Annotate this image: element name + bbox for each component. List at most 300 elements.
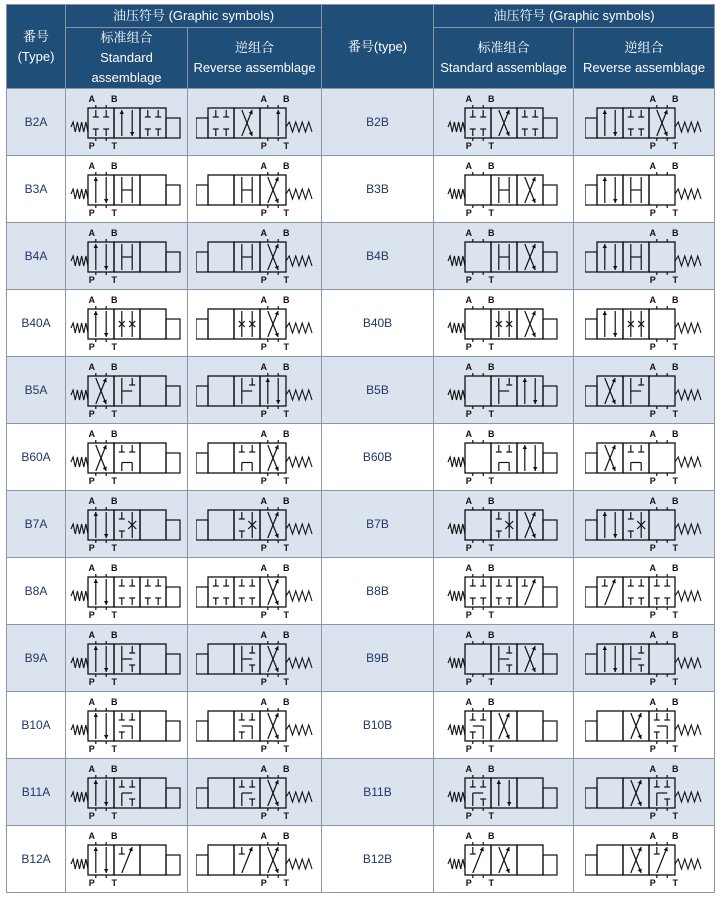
port-p-label: P: [88, 543, 95, 553]
valve-symbol: [445, 829, 563, 889]
spring-icon: [448, 189, 465, 199]
arrow-head: [93, 311, 97, 315]
arrow-head: [104, 199, 108, 203]
valve-symbol: [445, 226, 563, 286]
arrow-head: [613, 266, 617, 270]
standard-symbol-right: [434, 424, 574, 491]
solenoid-icon: [196, 788, 208, 808]
standard-symbol-right: [434, 89, 574, 156]
valve-symbol: [196, 561, 314, 621]
port-a-label: A: [260, 161, 267, 171]
port-t-label: T: [672, 878, 678, 888]
symbol-row: [7, 290, 715, 357]
spring-icon: [71, 591, 88, 601]
arrow-head: [104, 668, 108, 672]
port-a-label: A: [260, 764, 267, 774]
port-t-label: T: [672, 610, 678, 620]
solenoid-icon: [543, 587, 557, 607]
valve-square: [517, 845, 543, 875]
valve-square: [208, 242, 234, 272]
valve-body: [196, 574, 312, 610]
spring-icon: [71, 323, 88, 333]
solenoid-icon: [196, 453, 208, 473]
reverse-assemblage-header-left: 逆组合 Reverse assemblage: [188, 28, 322, 89]
port-p-label: P: [649, 744, 656, 754]
port-t-label: T: [672, 744, 678, 754]
arrow-head: [613, 534, 617, 538]
valve-square: [140, 242, 166, 272]
port-b-label: B: [282, 362, 289, 372]
valve-body: [448, 373, 557, 409]
valve-square: [88, 778, 114, 808]
valve-body: [585, 842, 701, 878]
solenoid-icon: [585, 520, 597, 540]
reverse-symbol-right: [574, 290, 715, 357]
spring-icon: [448, 457, 465, 467]
port-t-label: T: [282, 543, 289, 553]
arrow-head: [533, 467, 537, 471]
valve-square: [623, 108, 649, 138]
reverse-symbol-right: [574, 89, 715, 156]
port-t-label: T: [487, 543, 494, 553]
graphic-symbols-header-left: 油压符号 (Graphic symbols): [66, 5, 322, 28]
valve-symbol: [196, 695, 314, 755]
flow-line: [509, 525, 513, 529]
solenoid-icon: [166, 319, 180, 339]
solenoid-icon: [196, 386, 208, 406]
port-a-label: A: [465, 496, 472, 506]
port-b-label: B: [671, 362, 679, 372]
port-p-label: P: [649, 811, 656, 821]
port-a-label: A: [649, 429, 657, 439]
port-t-label: T: [282, 208, 289, 218]
valve-symbol: [585, 829, 703, 889]
port-b-label: B: [487, 697, 494, 707]
symbol-row: [7, 357, 715, 424]
port-t-label: T: [487, 141, 494, 151]
port-a-label: A: [260, 228, 267, 238]
spring-icon: [286, 122, 312, 132]
port-t-label: T: [110, 409, 117, 419]
solenoid-icon: [196, 855, 208, 875]
symbol-row: [7, 625, 715, 692]
valve-body: [585, 507, 701, 543]
valve-square: [597, 845, 623, 875]
solenoid-icon: [166, 520, 180, 540]
spring-icon: [675, 323, 701, 333]
port-a-label: A: [88, 831, 95, 841]
reverse-symbol-right: [574, 759, 715, 826]
port-b-label: B: [671, 764, 679, 774]
valve-symbol: [585, 159, 703, 219]
standard-symbol-left: [66, 826, 188, 893]
reverse-symbol-left: [188, 558, 322, 625]
port-a-label: A: [465, 362, 472, 372]
reverse-assemblage-header-right: 逆组合 Reverse assemblage: [574, 28, 715, 89]
valve-body: [196, 507, 312, 543]
spring-icon: [71, 792, 88, 802]
flow-line: [128, 525, 132, 529]
flow-line: [121, 847, 131, 873]
port-b-label: B: [110, 563, 117, 573]
solenoid-icon: [543, 855, 557, 875]
valve-square: [491, 309, 517, 339]
standard-symbol-right: [434, 491, 574, 558]
valve-square: [597, 711, 623, 741]
valve-symbol: [196, 628, 314, 688]
port-a-label: A: [649, 362, 657, 372]
port-b-label: B: [671, 94, 679, 104]
port-t-label: T: [487, 610, 494, 620]
valve-square: [234, 309, 260, 339]
spring-icon: [675, 658, 701, 668]
valve-symbol: [196, 360, 314, 420]
solenoid-icon: [585, 654, 597, 674]
reverse-symbol-left: [188, 424, 322, 491]
valve-symbol: [196, 494, 314, 554]
standard-symbol-left: [66, 290, 188, 357]
standard-symbol-right: [434, 558, 574, 625]
port-b-label: B: [282, 697, 289, 707]
type-code-right: B40B: [322, 290, 434, 357]
spring-icon: [675, 390, 701, 400]
port-a-label: A: [465, 764, 472, 774]
port-b-label: B: [487, 496, 494, 506]
port-b-label: B: [487, 161, 494, 171]
flow-line: [132, 525, 136, 529]
valve-square: [465, 376, 491, 406]
valve-symbol: [585, 628, 703, 688]
port-t-label: T: [487, 811, 494, 821]
valve-square: [465, 510, 491, 540]
port-a-label: A: [465, 697, 472, 707]
port-a-label: A: [88, 630, 95, 640]
port-p-label: P: [88, 275, 95, 285]
valve-symbol: [68, 695, 186, 755]
port-t-label: T: [282, 610, 289, 620]
port-b-label: B: [110, 362, 117, 372]
port-t-label: T: [282, 141, 289, 151]
spring-icon: [71, 859, 88, 869]
port-a-label: A: [260, 295, 267, 305]
flow-line: [241, 847, 251, 873]
valve-square: [597, 510, 623, 540]
port-t-label: T: [282, 811, 289, 821]
solenoid-icon: [585, 587, 597, 607]
valve-symbol: [68, 226, 186, 286]
port-a-label: A: [260, 563, 267, 573]
spring-icon: [286, 457, 312, 467]
port-t-label: T: [487, 342, 494, 352]
port-a-label: A: [465, 831, 472, 841]
port-t-label: T: [672, 543, 678, 553]
flow-line: [132, 521, 136, 525]
spring-icon: [675, 591, 701, 601]
valve-body: [448, 641, 557, 677]
port-p-label: P: [88, 811, 95, 821]
port-a-label: A: [88, 362, 95, 372]
reverse-symbol-left: [188, 625, 322, 692]
valve-square: [140, 711, 166, 741]
port-b-label: B: [282, 831, 289, 841]
valve-body: [585, 239, 701, 275]
valve-symbol: [445, 427, 563, 487]
port-b-label: B: [282, 563, 289, 573]
spring-icon: [448, 323, 465, 333]
arrow-head: [93, 713, 97, 717]
type-code-right: B9B: [322, 625, 434, 692]
reverse-symbol-left: [188, 357, 322, 424]
port-a-label: A: [649, 764, 657, 774]
port-p-label: P: [649, 878, 656, 888]
arrow-head: [104, 802, 108, 806]
spring-icon: [71, 122, 88, 132]
spring-icon: [286, 792, 312, 802]
port-b-label: B: [487, 831, 494, 841]
port-b-label: B: [110, 496, 117, 506]
port-a-label: A: [260, 697, 267, 707]
standard-symbol-right: [434, 759, 574, 826]
solenoid-icon: [166, 453, 180, 473]
port-a-label: A: [465, 228, 472, 238]
valve-symbol: [445, 561, 563, 621]
port-t-label: T: [110, 275, 117, 285]
valve-symbol: [585, 494, 703, 554]
port-t-label: T: [487, 275, 494, 285]
spring-icon: [448, 725, 465, 735]
valve-symbol: [585, 695, 703, 755]
flow-line: [657, 847, 667, 873]
solenoid-icon: [543, 453, 557, 473]
flow-line: [248, 521, 252, 525]
port-b-label: B: [110, 831, 117, 841]
flow-line: [472, 847, 482, 873]
valve-square: [114, 510, 140, 540]
valve-square: [597, 242, 623, 272]
arrow-head: [93, 579, 97, 583]
valve-square: [597, 175, 623, 205]
valve-body: [448, 507, 557, 543]
valve-body: [196, 373, 312, 409]
port-p-label: P: [260, 275, 267, 285]
valve-body: [196, 641, 312, 677]
port-t-label: T: [672, 208, 678, 218]
port-a-label: A: [649, 161, 657, 171]
spring-icon: [71, 390, 88, 400]
type-code-left: B11A: [7, 759, 66, 826]
port-t-label: T: [672, 275, 678, 285]
type-code-right: B7B: [322, 491, 434, 558]
standard-assemblage-header-left: 标准组合 Standard assemblage: [66, 28, 188, 89]
arrow-head: [603, 512, 607, 516]
port-b-label: B: [671, 831, 679, 841]
port-p-label: P: [649, 409, 656, 419]
valve-square: [517, 711, 543, 741]
arrow-head: [276, 110, 280, 114]
port-p-label: P: [260, 342, 267, 352]
valve-symbol: [445, 360, 563, 420]
spring-icon: [448, 859, 465, 869]
port-a-label: A: [465, 161, 472, 171]
valve-body: [196, 775, 312, 811]
arrow-head: [533, 400, 537, 404]
port-b-label: B: [110, 764, 117, 774]
spring-icon: [448, 524, 465, 534]
valve-square: [491, 778, 517, 808]
flow-line: [509, 521, 513, 525]
arrow-head: [130, 132, 134, 136]
arrow-head: [93, 177, 97, 181]
valve-symbol: [585, 561, 703, 621]
valve-symbol: [585, 427, 703, 487]
standard-symbol-left: [66, 491, 188, 558]
valve-symbol: [68, 159, 186, 219]
port-b-label: B: [487, 630, 494, 640]
type-code-left: B2A: [7, 89, 66, 156]
port-b-label: B: [282, 764, 289, 774]
arrow-head: [104, 869, 108, 873]
valve-body: [585, 440, 701, 476]
standard-assemblage-header-right: 标准组合 Standard assemblage: [434, 28, 574, 89]
port-a-label: A: [88, 161, 95, 171]
spring-icon: [71, 256, 88, 266]
valve-square: [465, 443, 491, 473]
type-code-left: B7A: [7, 491, 66, 558]
arrow-head: [93, 646, 97, 650]
arrow-head: [104, 601, 108, 605]
type-code-left: B4A: [7, 223, 66, 290]
valve-symbol: [68, 360, 186, 420]
type-code-left: B10A: [7, 692, 66, 759]
port-p-label: P: [649, 677, 656, 687]
port-a-label: A: [649, 697, 657, 707]
valve-square: [491, 577, 517, 607]
port-t-label: T: [487, 476, 494, 486]
port-b-label: B: [487, 228, 494, 238]
port-b-label: B: [282, 630, 289, 640]
symbol-row: [7, 491, 715, 558]
valve-square: [208, 711, 234, 741]
spring-icon: [286, 390, 312, 400]
type-code-right: B8B: [322, 558, 434, 625]
port-t-label: T: [282, 677, 289, 687]
solenoid-icon: [166, 788, 180, 808]
solenoid-icon: [585, 721, 597, 741]
valve-symbol: [196, 829, 314, 889]
port-p-label: P: [649, 476, 656, 486]
type-code-left: B12A: [7, 826, 66, 893]
port-a-label: A: [88, 429, 95, 439]
graphic-symbols-table: [6, 4, 715, 893]
valve-body: [448, 239, 557, 275]
standard-symbol-left: [66, 759, 188, 826]
valve-square: [597, 778, 623, 808]
arrow-head: [104, 735, 108, 739]
valve-square: [623, 309, 649, 339]
port-t-label: T: [110, 811, 117, 821]
valve-body: [585, 775, 701, 811]
spring-icon: [675, 189, 701, 199]
port-b-label: B: [282, 94, 289, 104]
valve-square: [140, 309, 166, 339]
port-a-label: A: [260, 630, 267, 640]
port-p-label: P: [88, 476, 95, 486]
type-code-left: B3A: [7, 156, 66, 223]
valve-square: [491, 510, 517, 540]
reverse-symbol-right: [574, 625, 715, 692]
valve-square: [88, 644, 114, 674]
port-t-label: T: [672, 476, 678, 486]
valve-square: [114, 309, 140, 339]
port-t-label: T: [672, 677, 678, 687]
valve-body: [196, 239, 312, 275]
solenoid-icon: [543, 118, 557, 138]
valve-square: [208, 443, 234, 473]
spring-icon: [286, 658, 312, 668]
solenoid-icon: [585, 319, 597, 339]
port-b-label: B: [110, 630, 117, 640]
port-a-label: A: [88, 496, 95, 506]
port-p-label: P: [88, 409, 95, 419]
symbol-row: [7, 759, 715, 826]
valve-symbol: [196, 159, 314, 219]
symbol-row: [7, 156, 715, 223]
valve-square: [517, 108, 543, 138]
spring-icon: [675, 792, 701, 802]
valve-symbol: [585, 762, 703, 822]
valve-body: [448, 775, 557, 811]
port-b-label: B: [282, 161, 289, 171]
port-a-label: A: [649, 94, 657, 104]
port-b-label: B: [282, 228, 289, 238]
valve-symbol: [445, 494, 563, 554]
solenoid-icon: [543, 252, 557, 272]
port-p-label: P: [260, 878, 267, 888]
port-t-label: T: [487, 409, 494, 419]
valve-body: [585, 373, 701, 409]
port-a-label: A: [649, 563, 657, 573]
valve-symbol: [585, 92, 703, 152]
reverse-symbol-left: [188, 692, 322, 759]
flow-line: [128, 521, 132, 525]
valve-square: [140, 644, 166, 674]
arrow-head: [93, 780, 97, 784]
arrow-head: [93, 847, 97, 851]
flow-line: [252, 521, 256, 525]
valve-symbol: [68, 628, 186, 688]
port-t-label: T: [672, 811, 678, 821]
spring-icon: [675, 122, 701, 132]
valve-square: [465, 309, 491, 339]
valve-body: [448, 574, 557, 610]
spring-icon: [286, 725, 312, 735]
spring-icon: [675, 457, 701, 467]
port-a-label: A: [465, 630, 472, 640]
valve-body: [585, 306, 701, 342]
port-b-label: B: [487, 429, 494, 439]
valve-square: [88, 510, 114, 540]
port-a-label: A: [88, 228, 95, 238]
flow-line: [252, 525, 256, 529]
solenoid-icon: [543, 386, 557, 406]
valve-square: [140, 443, 166, 473]
valve-body: [196, 105, 312, 141]
standard-symbol-left: [66, 156, 188, 223]
port-b-label: B: [671, 228, 679, 238]
valve-body: [448, 172, 557, 208]
valve-square: [649, 309, 675, 339]
port-p-label: P: [88, 208, 95, 218]
